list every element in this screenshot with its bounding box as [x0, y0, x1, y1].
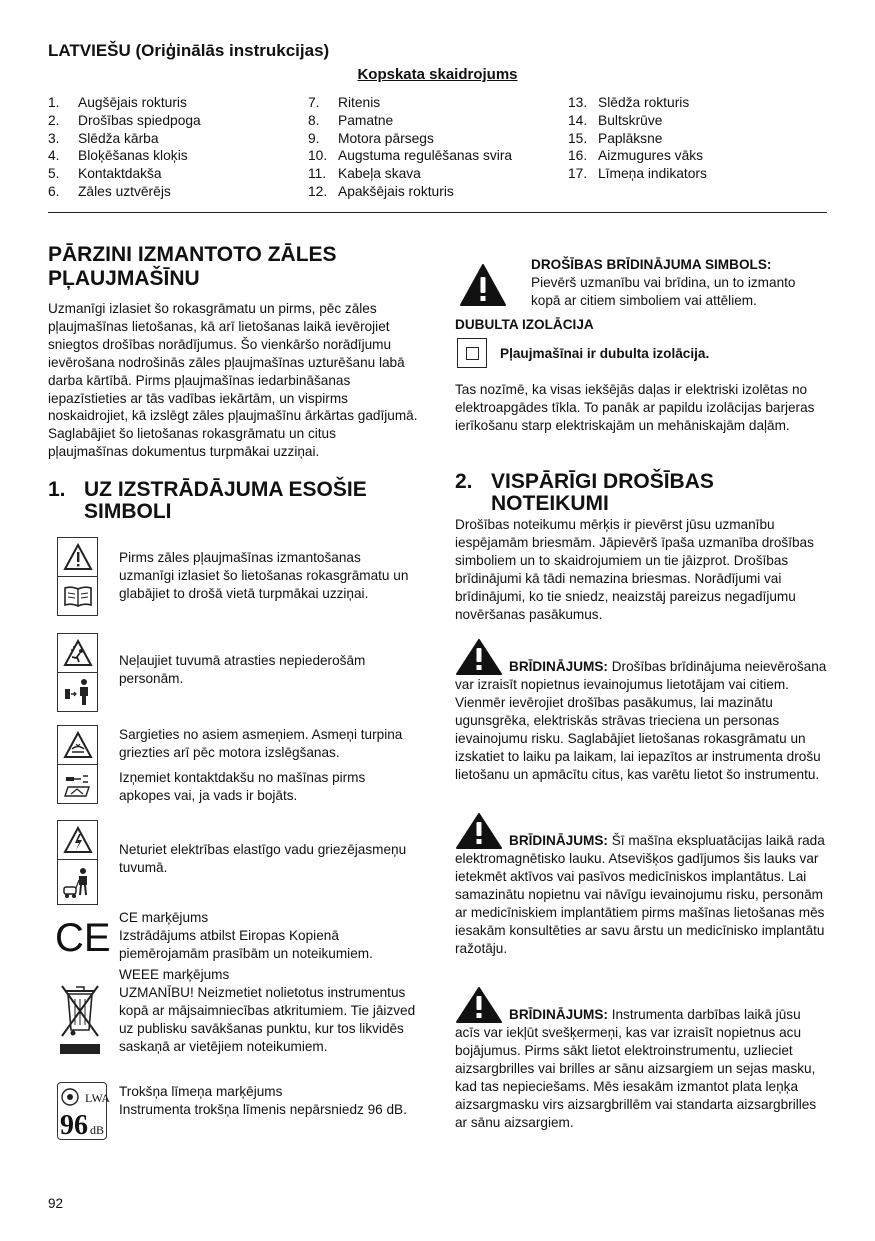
list-item: 11. Kabeļa skava — [308, 166, 421, 182]
ce-mark-icon — [55, 916, 110, 958]
weee-description: UZMANĪBU! Neizmetiet nolietotus instrumentus kopā ar mājsaimniecības atkritumiem. Tie jāizved uz publisku savākšanas punktu, kur tos likvidēs saskaņā ar vietējiem noteikumiem. — [119, 984, 416, 1054]
section-1-heading: 1. UZ IZSTRĀDĀJUMA ESOŠIE SIMBOLI — [48, 478, 367, 523]
svg-text:CE: CE — [55, 916, 111, 960]
intro-paragraph: Uzmanīgi izlasiet šo rokasgrāmatu un pirms, pēc zāles pļaujmašīnas lietošanas, kā arī lietošanas laikā ievērojiet sniegtos drošības norādījumus. Šo vienkāršo norādījumu ievērošana nodrošinās zāles pļaujmašīnas uzturēšanu labā darba kārtībā. Pirms pļaujmašīnas iedarbināšanas iepazīstieties ar tās vadības iekārtām, un vispirms noskaidrojiet, kā izslēgt zāles pļaujmašīnu ārkārtas gadījumā. Saglabājiet šo lietošanas rokasgrāmatu un citus pļaujmašīnas dokumentus turpmākai uzziņai. — [48, 301, 418, 460]
read-manual-text: Pirms zāles pļaujmašīnas izmantošanas uzmanīgi izlasiet šo lietošanas rokasgrāmatu un glabājiet to drošā vietā turpmākai uzziņai. — [119, 550, 409, 601]
blades-text: Sargieties no asiem asmeņiem. Asmeņi turpina griezties arī pēc motora izslēgšanas. — [119, 727, 403, 760]
ce-mark-description: Izstrādājums atbilst Eiropas Kopienā piemērojamām prasībām un noteikumiem. — [119, 927, 373, 961]
list-item: 5. Kontaktdakša — [48, 166, 162, 182]
general-safety-paragraph: Drošības noteikumu mērķis ir pievērst jūsu uzmanību iespējamām briesmām. Jāpievērš īpaša uzmanība drošības simboliem un to skaidrojumiem un tie jāizprot. Drošības brīdinājumi kā tādi nemazina briesmas. Norādījumi vai brīdinājumi, ko tie sniedz, neaizstāj pareizus negadījumu novēršanas pasākumus. — [455, 517, 814, 622]
cable-symbol — [57, 820, 98, 905]
warning-triangle-icon — [58, 538, 97, 577]
electric-hazard-icon — [58, 821, 97, 860]
svg-text:LWA: LWA — [85, 1091, 111, 1105]
mower-cable-icon — [58, 860, 97, 904]
noise-text — [119, 1083, 419, 1119]
ce-mark-text — [119, 909, 429, 963]
noise-description: Instrumenta trokšņa līmenis nepārsniedz 96 dB. — [119, 1101, 407, 1117]
document-language-title: LATVIEŠU (Oriģinālās instrukcijas) — [48, 41, 330, 60]
double-insulation-title: DUBULTA IZOLĀCIJA — [455, 317, 594, 332]
bystanders-symbol — [57, 633, 98, 712]
list-item: 2. Drošības spiedpoga — [48, 112, 201, 128]
warning-triangle-icon — [455, 812, 503, 850]
double-insulation-icon — [457, 338, 487, 368]
list-item: 1. Augšējais rokturis — [48, 95, 187, 110]
page-number: 92 — [48, 1196, 64, 1211]
warning-triangle-icon — [455, 638, 503, 676]
weee-title: WEEE marķējums — [119, 967, 230, 982]
overview-title: Kopskata skaidrojums — [357, 66, 518, 83]
weee-text — [119, 966, 419, 1056]
blades-symbol — [57, 725, 98, 804]
svg-text:dB: dB — [90, 1123, 105, 1137]
overview-column-3 — [568, 94, 707, 183]
list-item: 3. Slēdža kārba — [48, 130, 159, 146]
list-item: 17. Līmeņa indikators — [568, 166, 707, 182]
cable-text: Neturiet elektrības elastīgo vadu griezējasmeņu tuvumā. — [119, 842, 407, 875]
weee-bin-icon — [58, 982, 102, 1060]
list-item: 4. Bloķēšanas kloķis — [48, 148, 188, 164]
keep-distance-icon — [58, 673, 97, 711]
list-item: 14. Bultskrūve — [568, 112, 663, 128]
rotating-blade-icon — [58, 726, 97, 765]
warning-paragraph-3: BRĪDINĀJUMS: Instrumenta darbības laikā jūsu acīs var iekļūt svešķermeņi, kas var izraisīt nopietnus acu bojājumus. Pirms sākt lietot elektroinstrumentu, uzlieciet aizsargbrilles vai brilles ar sānu aizsargiem un sejas masku, kad tas nepieciešams. Mēs iesakām izmantot plata leņķa aizsargmasku virs aizsargbrillēm vai standarta aizsargbrilles ar sānu aizsargiem. — [455, 986, 827, 1131]
bystanders-text: Neļaujiet tuvumā atrasties nepiederošām personām. — [119, 653, 366, 686]
safety-alert-title: DROŠĪBAS BRĪDINĀJUMA SIMBOLS: — [531, 257, 772, 272]
list-item: 7. Ritenis — [308, 95, 381, 110]
unplug-text: Izņemiet kontaktdakšu no mašīnas pirms apkopes vai, ja vads ir bojāts. — [119, 770, 366, 803]
noise-title: Trokšņa līmeņa marķējums — [119, 1084, 283, 1099]
section-2-heading: 2. VISPĀRĪGI DROŠĪBAS NOTEIKUMI — [455, 470, 714, 515]
ce-mark-title: CE marķējums — [119, 910, 209, 925]
list-item: 9. Motora pārsegs — [308, 130, 434, 146]
list-item: 16. Aizmugures vāks — [568, 148, 704, 164]
know-your-mower-heading: PĀRZINI IZMANTOTO ZĀLES PĻAUJMAŠĪNU — [48, 243, 337, 290]
safety-alert-description: Pievērš uzmanību vai brīdina, un to izmanto kopā ar citiem simboliem vai attēliem. — [531, 274, 796, 308]
open-book-icon — [58, 577, 97, 615]
safety-alert-symbol-block — [531, 256, 827, 310]
list-item: 10. Augstuma regulēšanas svira — [308, 148, 513, 164]
list-item: 13. Slēdža rokturis — [568, 95, 690, 110]
warning-triangle-icon — [455, 986, 503, 1024]
overview-column-1 — [48, 94, 201, 201]
warning-triangle-icon — [459, 263, 507, 307]
warning-paragraph-2: BRĪDINĀJUMS: Šī mašīna ekspluatācijas laikā rada elektromagnētisko lauku. Atsevišķos gadījumos šis lauks var ietekmēt aktīvos vai pasīvos medicīniskos implantātus. Lai samazinātu nopietnu vai nāvīgu ievainojumu risku, personām ar medicīniskiem implantātiem pirms mašīnas lietošanas mēs iesakām konsultēties ar savu ārstu un medicīnisko implantātu ražotāju. — [455, 812, 827, 957]
unplug-icon — [58, 765, 97, 803]
list-item: 8. Pamatne — [308, 112, 394, 128]
svg-text:96: 96 — [60, 1110, 88, 1141]
divider — [48, 212, 827, 213]
overview-column-2 — [308, 94, 512, 201]
double-insulation-label: Pļaujmašīnai ir dubulta izolācija. — [500, 346, 710, 361]
double-insulation-paragraph: Tas nozīmē, ka visas iekšējās daļas ir elektriski izolētas no elektroapgādes tīkla. To panāk ar papildu izolācijas barjeras ierīkošanu starp elektriskajām un mehāniskajām daļām. — [455, 382, 815, 433]
thrown-objects-icon — [58, 634, 97, 673]
noise-level-icon — [57, 1082, 111, 1141]
list-item: 12. Apakšējais rokturis — [308, 183, 454, 199]
list-item: 15. Paplāksne — [568, 130, 663, 146]
list-item: 6. Zāles uztvērējs — [48, 183, 171, 199]
read-manual-symbol — [57, 537, 98, 616]
warning-paragraph-1: BRĪDINĀJUMS: Drošības brīdinājuma neievērošana var izraisīt nopietnus ievainojumus lietotājam vai citiem. Vienmēr ievērojiet drošības pasākumus, lai mazinātu ugunsgrēka, elektriskās strāvas trieciena un personas ievainojumu risku. Saglabājiet lietošanas rokasgrāmatu un izskatiet to laiku pa laikam, lai iepazītos ar instrumenta drošu lietošanu un apmācītu citus, kas varētu lietot šo instrumentu. — [455, 638, 827, 783]
